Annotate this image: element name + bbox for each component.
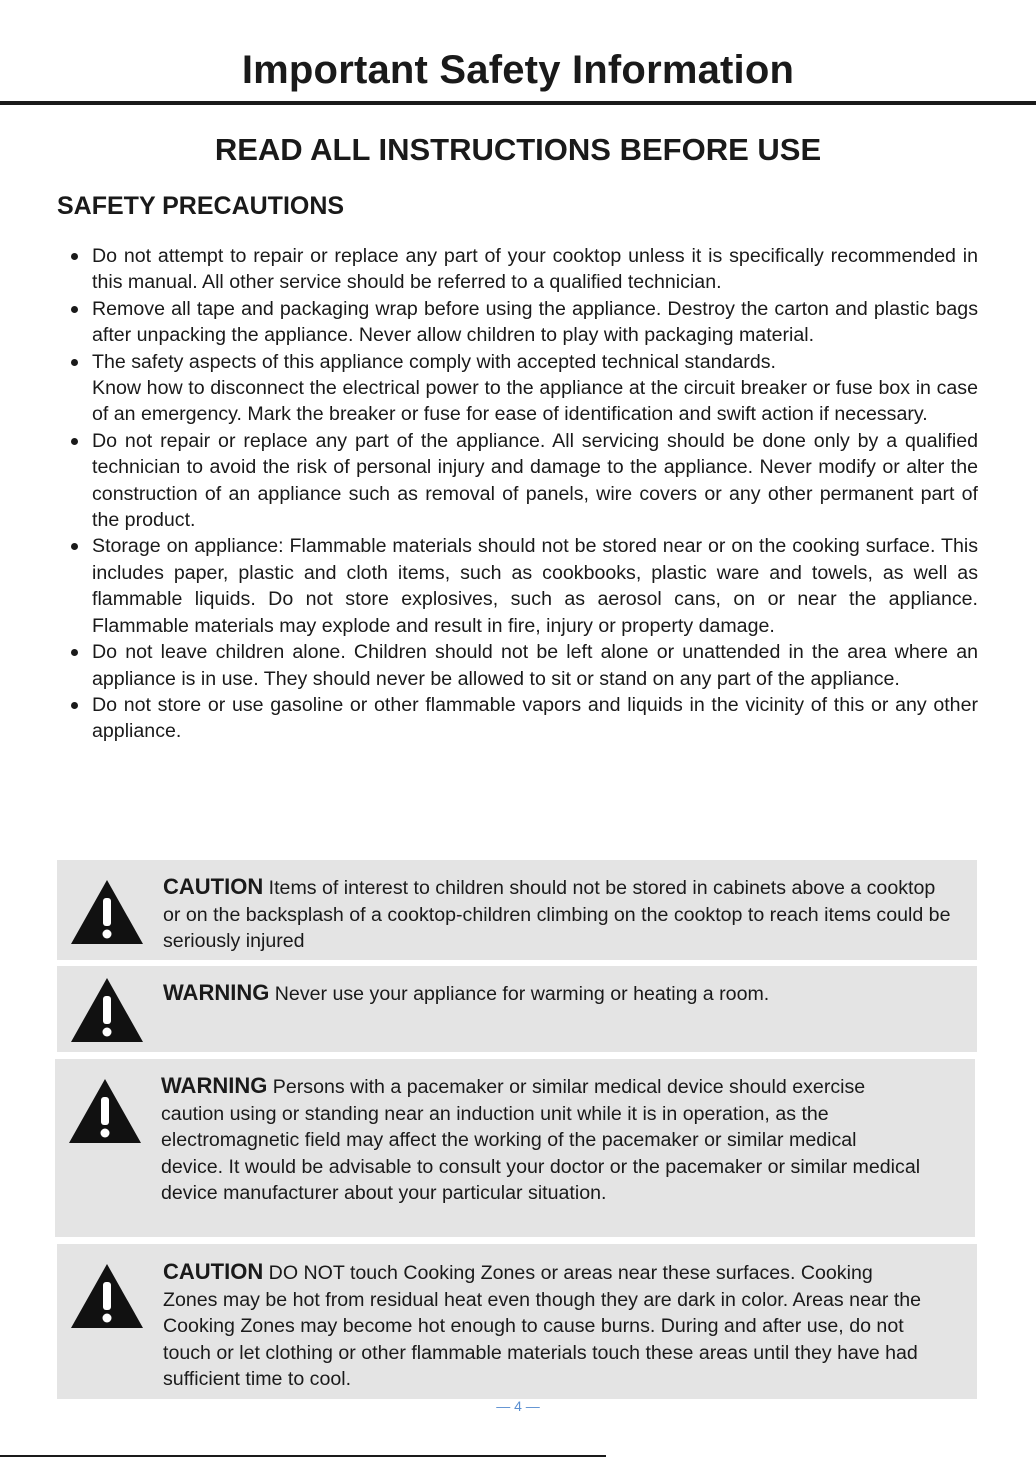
warning-triangle-icon xyxy=(67,1077,143,1150)
warning-triangle-icon xyxy=(69,878,145,951)
page-subtitle: READ ALL INSTRUCTIONS BEFORE USE xyxy=(214,132,822,167)
notice-label: CAUTION xyxy=(163,874,264,899)
notice-label: CAUTION xyxy=(163,1259,264,1284)
warning-notice xyxy=(55,1059,975,1237)
list-item: The safety aspects of this appliance comply with accepted technical standards. xyxy=(92,349,978,375)
precautions-list xyxy=(92,243,978,745)
warning-triangle-icon xyxy=(69,976,145,1049)
page-title: Important Safety Information xyxy=(241,48,795,92)
notice-text: Items of interest to children should not be stored in cabinets above a cooktop or on the backsplash of a cooktop-children climbing on the cooktop to reach items could be seriously injured xyxy=(163,877,951,952)
notice-text: Never use your appliance for warming or heating a room. xyxy=(274,983,770,1005)
caution-notice xyxy=(57,860,977,960)
notice-text: Persons with a pacemaker or similar medical device should exercise caution using or standing near an induction unit while it is in operation, as the electromagnetic field may affect the working of the pacemaker or similar medical device. It would be advisable to consult your doctor or the pacemaker or similar medical device manufacturer about your particular situation. xyxy=(161,1076,921,1204)
notice-label: WARNING xyxy=(161,1073,268,1098)
title-divider xyxy=(0,101,1036,105)
list-item: Do not store or use gasoline or other flammable vapors and liquids in the vicinity of this or any other appliance. xyxy=(92,692,978,745)
notice-label: WARNING xyxy=(163,980,270,1005)
notice-text: DO NOT touch Cooking Zones or areas near these surfaces. Cooking Zones may be hot from residual heat even though they are dark in color. Areas near the Cooking Zones may become hot enough to cause burns. During and after use, do not touch or let clothing or other flammable materials touch these areas until they have had sufficient time to cool. xyxy=(163,1262,922,1390)
list-item: Do not attempt to repair or replace any part of your cooktop unless it is specifically recommended in this manual. All other service should be referred to a qualified technician. xyxy=(92,243,978,296)
list-item: Do not repair or replace any part of the appliance. All servicing should be done only by a qualified technician to avoid the risk of personal injury and damage to the appliance. Never modify or alter the construction of an appliance such as removal of panels, wire covers or any other permanent part of the product. xyxy=(92,428,978,534)
page-number: — 4 — xyxy=(496,1398,540,1414)
warning-triangle-icon xyxy=(69,1262,145,1335)
list-item: Remove all tape and packaging wrap before using the appliance. Destroy the carton and plastic bags after unpacking the appliance. Never allow children to play with packaging material. xyxy=(92,296,978,349)
list-item-continuation: Know how to disconnect the electrical power to the appliance at the circuit breaker or fuse box in case of an emergency. Mark the breaker or fuse for ease of identification and swift action if necessary. xyxy=(92,377,978,426)
caution-notice xyxy=(57,1244,977,1399)
section-heading: SAFETY PRECAUTIONS xyxy=(57,192,345,220)
list-item: Do not leave children alone. Children should not be left alone or unattended in the area where an appliance is in use. They should never be allowed to sit or stand on any part of the appliance. xyxy=(92,639,978,692)
list-item: Storage on appliance: Flammable materials should not be stored near or on the cooking surface. This includes paper, plastic and cloth items, such as cookbooks, plastic ware and towels, as well as flammable liquids. Do not store explosives, such as aerosol cans, on or near the appliance. Flammable materials may explode and result in fire, injury or property damage. xyxy=(92,533,978,639)
footer-divider xyxy=(0,1455,606,1457)
warning-notice xyxy=(57,966,977,1052)
